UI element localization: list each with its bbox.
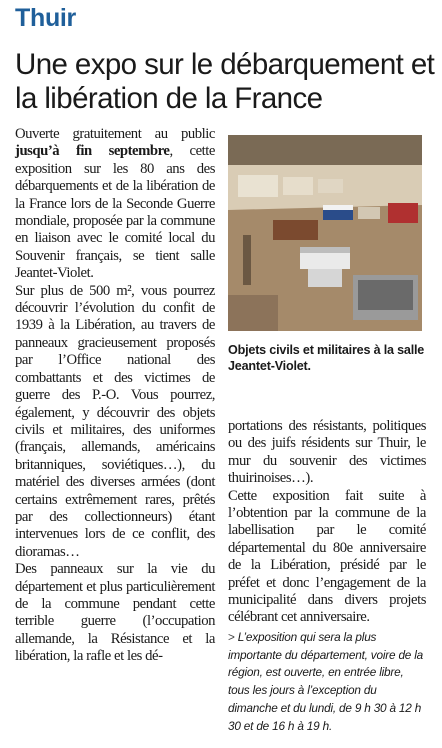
article-column-right (228, 418, 426, 627)
paragraph-panels-end: portations des résistants, politiques ou des juifs résidents sur Thuir, le mur du souvenir des victimes thuirinoises…). (228, 418, 426, 487)
info-text: L’exposition qui sera la plus importante du département, voire de la région, est ouverte, en entrée libre, tous les jours à l’exception du dimanche et du lundi, de 9 h 30 à 12 h 30 et de 16 h à 19 h. (228, 630, 424, 733)
intro-date-highlight: jusqu’à fin septembre (15, 143, 170, 160)
intro-text-rest: , cette exposition sur les 80 ans des débarquements et de la libération de la France lors de la Seconde Guerre mondiale, proposée par la commune en liaison avec le comité local du Souvenir français, se tient salle Jeantet-Violet. (15, 143, 215, 282)
paragraph-intro (15, 126, 215, 283)
info-box (228, 629, 428, 735)
section-kicker: Thuir (15, 4, 76, 32)
paragraph-contents: Sur plus de 500 m², vous pourrez découvrir l’évolution du confit de 1939 à la Libération, au travers de panneaux gracieusement proposés par l’Office national des combattants et des victimes de guerre des P.-O. Vous pourrez, également, y découvrir des objets civils et militaires, des uniformes (français, allemands, américains britanniques, soviétiques…), du matériel des diverses armées (dont certains extrêmement rares, prêtés par des collectionneurs) étant intervenues lors de ce conflit, des dioramas… (15, 282, 215, 560)
paragraph-panels-start: Des panneaux sur la vie du département et plus particulièrement de la commune pendant cette terrible guerre (l’occupation allemande, la Résistance et la libération, la rafle et les dé- (15, 561, 215, 665)
photo-caption: Objets civils et militaires à la salle Jeantet-Violet. (228, 343, 425, 373)
exhibition-photo (228, 135, 422, 331)
intro-text: Ouverte gratuitement au public (15, 126, 215, 142)
bullet-arrow-icon: > (228, 630, 235, 644)
headline: Une expo sur le débarquement et la libération de la France (15, 48, 435, 115)
paragraph-labelling: Cette exposition fait suite à l’obtention par la commune de la labellisation par le comité départemental du 80e anniversaire de la Libération, présidé par le préfet et donc l’engagement de la municipalité dans divers projets célébrant cet anniversaire. (228, 487, 426, 626)
article-column-left (15, 126, 215, 666)
